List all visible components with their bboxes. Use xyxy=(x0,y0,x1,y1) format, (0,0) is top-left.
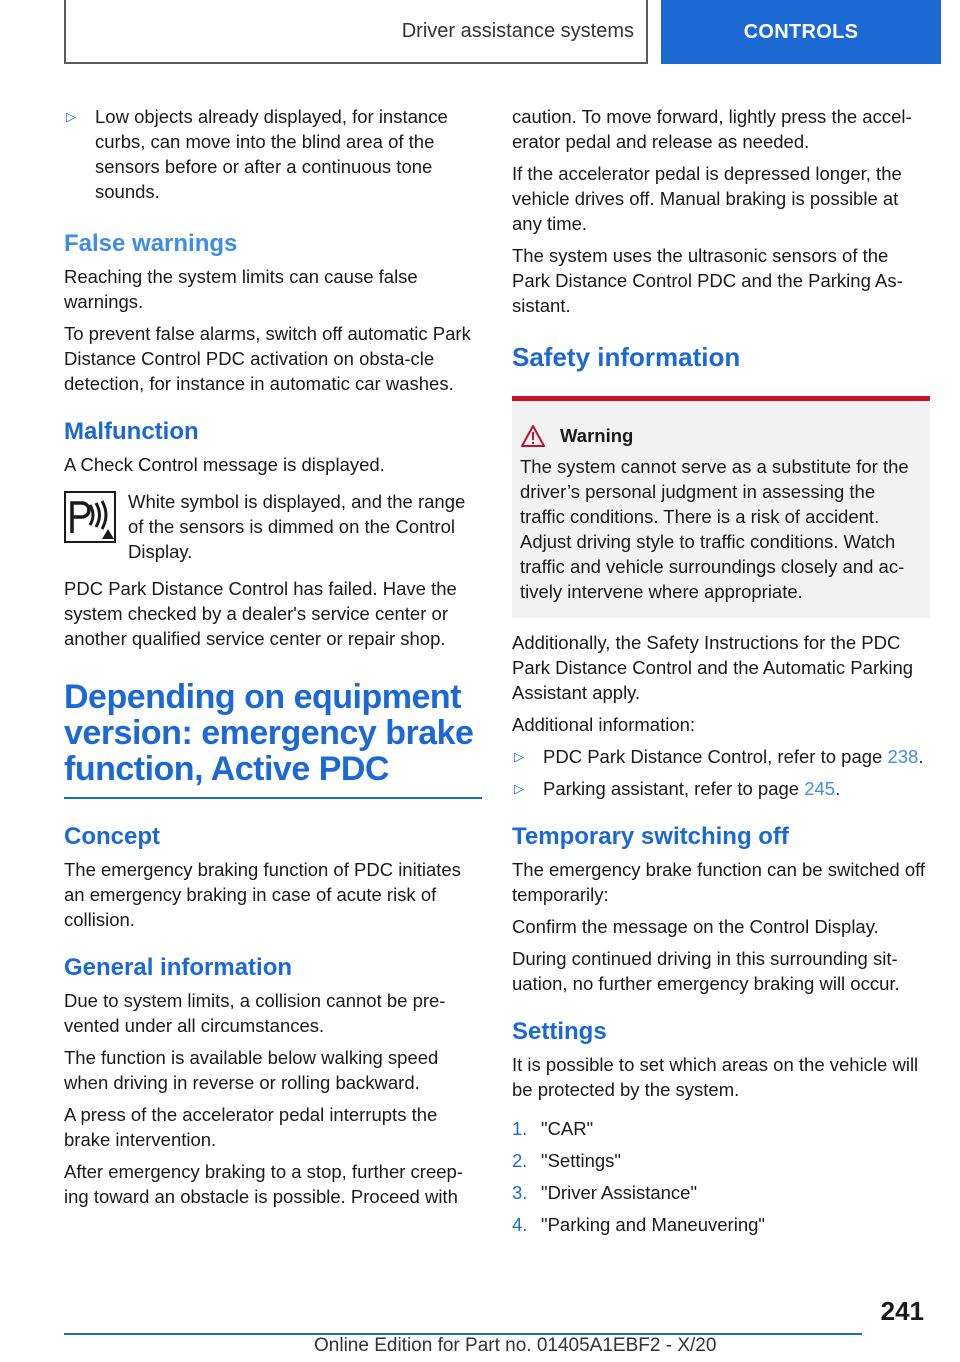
warning-triangle-icon xyxy=(520,424,546,448)
warning-title xyxy=(520,423,922,448)
page-number: 241 xyxy=(880,1296,924,1326)
numbered-item: 4. "Parking and Maneuvering" xyxy=(512,1214,765,1235)
numbered-item: 3. "Driver Assistance" xyxy=(512,1182,698,1203)
bullet-text: PDC Park Distance Control, refer to page 238. xyxy=(543,746,924,767)
list-item xyxy=(64,104,482,204)
paragraph: A Check Control message is displayed. xyxy=(64,454,385,475)
paragraph: The emergency brake function can be switched off temporarily: xyxy=(512,859,926,905)
warning-text: The system cannot serve as a substitute for the driver’s personal judgment in assessing the traffic conditions. There is a risk of accident. Adjust driving style to traffic conditions. Watch traffic and vehicle surroundings closely and ac-tively intervene where appropriate. xyxy=(520,456,909,602)
paragraph: The system uses the ultrasonic sensors of the Park Distance Control PDC and the Parking As-sistant. xyxy=(512,245,903,316)
triangle-bullet-icon: ▷ xyxy=(514,781,524,796)
numbered-item: 1. "CAR" xyxy=(512,1118,594,1139)
safety-information-heading: Safety information xyxy=(512,342,741,372)
symbol-note xyxy=(64,489,482,564)
triangle-bullet-icon: ▷ xyxy=(66,109,76,124)
paragraph: PDC Park Distance Control has failed. Have the system checked by a dealer's service center or another qualified service center or repair shop. xyxy=(64,578,457,649)
bullet-text: Parking assistant, refer to page 245. xyxy=(543,778,841,799)
paragraph: Reaching the system limits can cause false warnings. xyxy=(64,266,418,312)
paragraph: A press of the accelerator pedal interrupts the brake intervention. xyxy=(64,1104,438,1150)
chapter-title: Depending on equipment version: emergency brake function, Active PDC xyxy=(64,679,482,799)
triangle-bullet-icon: ▷ xyxy=(514,749,524,764)
list-item xyxy=(512,776,930,801)
settings-heading: Settings xyxy=(512,1018,607,1045)
tab-controls[interactable] xyxy=(661,0,941,64)
general-information-heading: General information xyxy=(64,954,293,981)
paragraph: Additionally, the Safety Instructions for the PDC Park Distance Control and the Automatic Parking Assistant apply. xyxy=(512,632,914,703)
warning-label: Warning xyxy=(560,425,634,446)
footer-edition: Online Edition for Part no. 01405A1EBF2 - X/20 xyxy=(314,1335,717,1356)
concept-heading: Concept xyxy=(64,823,160,850)
paragraph: To prevent false alarms, switch off automatic Park Distance Control PDC activation on obsta-cle detection, for instance in automatic car washes. xyxy=(64,323,471,394)
symbol-description: White symbol is displayed, and the range of the sensors is dimmed on the Control Display. xyxy=(128,491,466,562)
paragraph: The emergency braking function of PDC initiates an emergency braking in case of acute risk of collision. xyxy=(64,859,461,930)
left-column xyxy=(64,104,482,1216)
false-warnings-heading: False warnings xyxy=(64,230,238,257)
paragraph: After emergency braking to a stop, further creep-ing toward an obstacle is possible. Proceed with xyxy=(64,1161,463,1207)
paragraph: The function is available below walking speed when driving in reverse or rolling backward. xyxy=(64,1047,439,1093)
pdc-symbol-icon xyxy=(64,491,116,543)
page-link-238[interactable]: 238 xyxy=(887,746,919,767)
temporary-switching-off-heading: Temporary switching off xyxy=(512,823,789,850)
paragraph: During continued driving in this surrounding sit-uation, no further emergency braking will occur. xyxy=(512,948,900,994)
tab-controls-label: CONTROLS xyxy=(743,20,859,43)
page-link-245[interactable]: 245 xyxy=(804,778,836,799)
list-item xyxy=(512,744,930,769)
header-section xyxy=(64,0,648,64)
malfunction-heading: Malfunction xyxy=(64,418,199,445)
paragraph: If the accelerator pedal is depressed longer, the vehicle drives off. Manual braking is possible at any time. xyxy=(512,163,902,234)
paragraph: It is possible to set which areas on the vehicle will be protected by the system. xyxy=(512,1054,919,1100)
warning-box xyxy=(512,396,930,618)
paragraph: Due to system limits, a collision cannot be pre-vented under all circumstances. xyxy=(64,990,446,1036)
paragraph: Additional information: xyxy=(512,714,696,735)
right-column xyxy=(512,104,930,1244)
numbered-item: 2. "Settings" xyxy=(512,1150,621,1171)
paragraph: Confirm the message on the Control Display. xyxy=(512,916,879,937)
paragraph: caution. To move forward, lightly press the accel-erator pedal and release as needed. xyxy=(512,106,912,152)
bullet-text: Low objects already displayed, for instance curbs, can move into the blind area of the sensors before or after a continuous tone sounds. xyxy=(95,106,448,202)
section-title: Driver assistance systems xyxy=(401,19,634,42)
